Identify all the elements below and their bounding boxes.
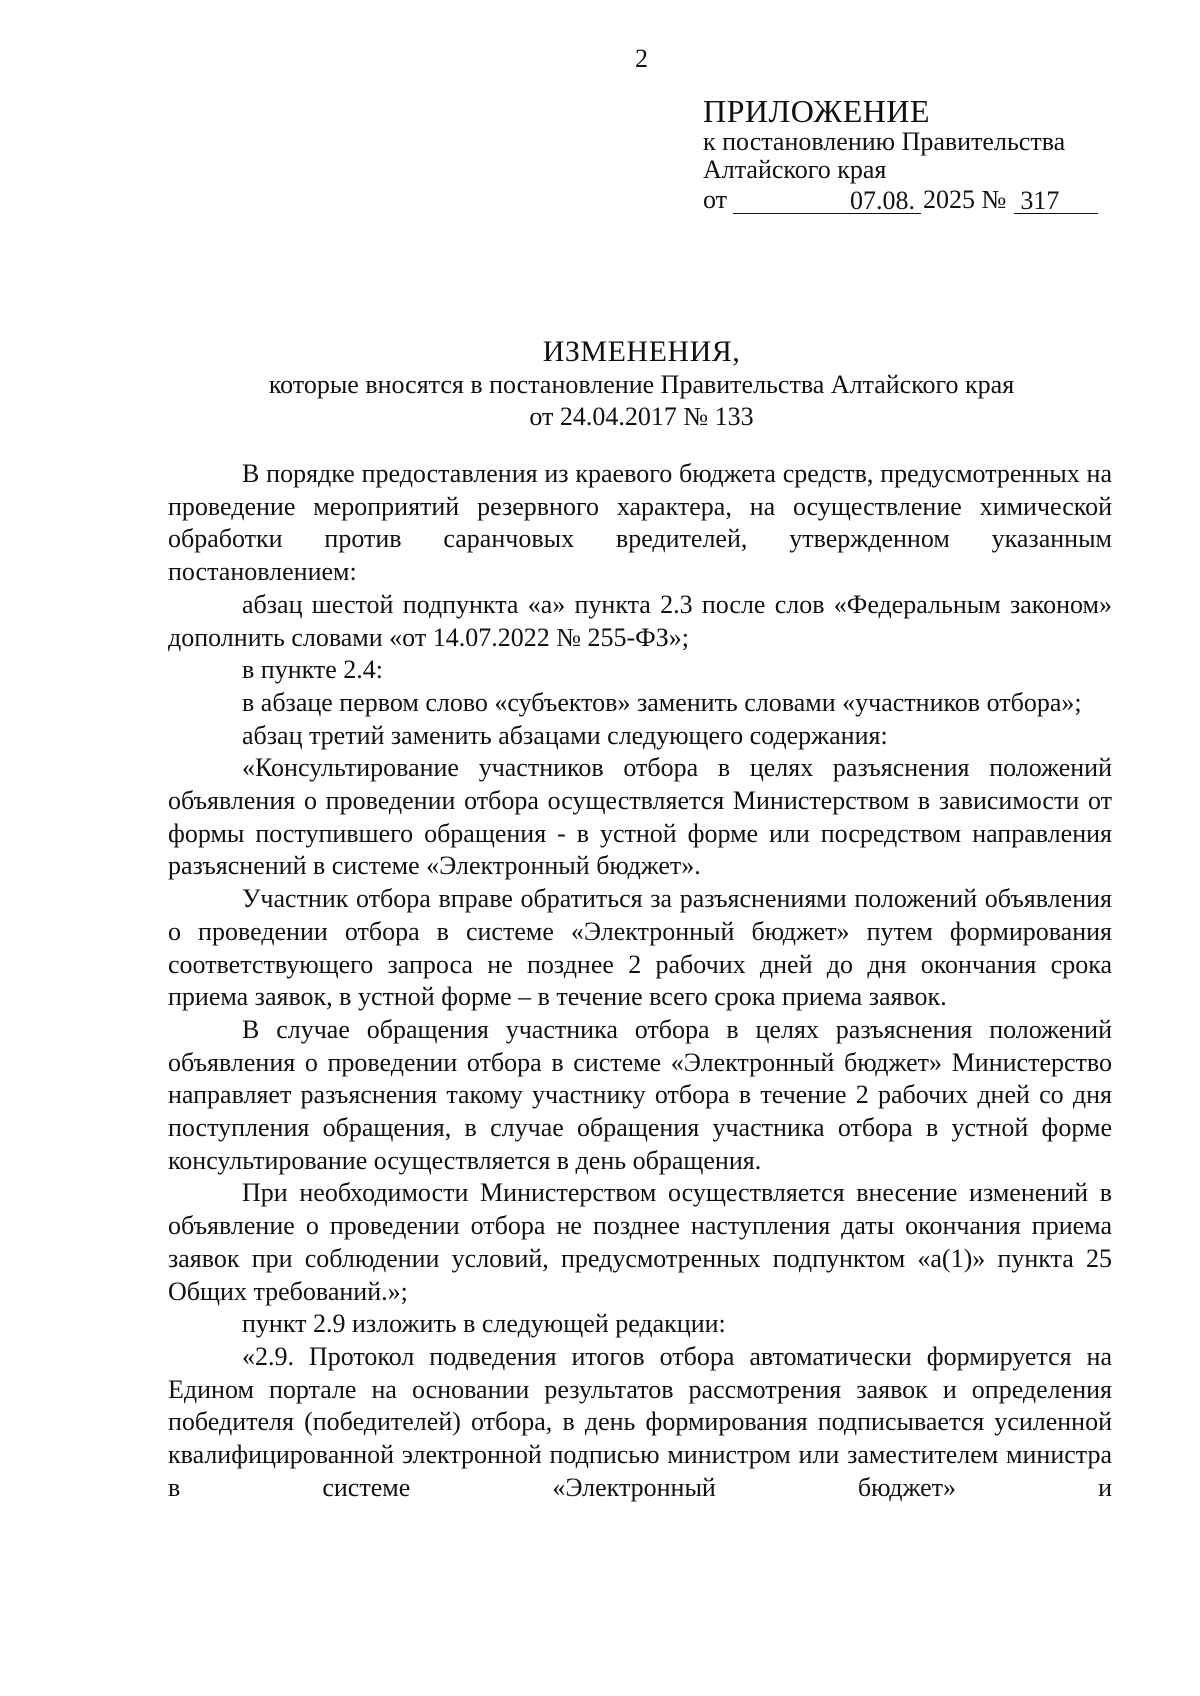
appendix-line-1: к постановлению Правительства — [703, 127, 1066, 156]
paragraph: пункт 2.9 изложить в следующей редакции: — [242, 1309, 726, 1339]
paragraph: «Консультирование участников отбора в целях разъяснения положений объявления о проведении отбора осуществляется Министерством в зависимости от формы поступившего обращения - в устной форме или посредством направления разъяснений в системе «Электронный бюджет». — [168, 753, 1112, 881]
document-heading — [0, 335, 1200, 433]
paragraph: В порядке предоставления из краевого бюджета средств, предусмотренных на проведение мероприятий резервного характера, на осуществление химической обработки против саранчовых вредителей, утвержденном указанным постановлением: — [168, 459, 1112, 587]
appendix-title: ПРИЛОЖЕНИЕ — [703, 93, 931, 129]
heading-subtitle-2: от 24.04.2017 № 133 — [529, 402, 754, 431]
appendix-block — [703, 94, 1123, 214]
paragraph: абзац третий заменить абзацами следующего содержания: — [242, 720, 888, 750]
paragraph: В случае обращения участника отбора в целях разъяснения положений объявления о проведении отбора в системе «Электронный бюджет» Министерство направляет разъяснения такому участнику отбора в течение 2 рабочих дней со дня поступления обращения, в случае обращения участника отбора в устной форме консультирование осуществляется в день обращения. — [168, 1014, 1112, 1175]
paragraph: абзац шестой подпункта «а» пункта 2.3 после слов «Федеральным законом» дополнить словами «от 14.07.2022 № 255-ФЗ»; — [168, 589, 1112, 652]
decree-date: 07.08. — [733, 189, 921, 214]
decree-number: 317 — [1014, 189, 1098, 214]
paragraph: «2.9. Протокол подведения итогов отбора автоматически формируется на Едином портале на основании результатов рассмотрения заявок и определения победителя (победителей) отбора, в день формирования подписывается усиленной квалифицированной электронной подписью министром или заместителем министра в системе «Электронный бюджет» и — [168, 1341, 1112, 1502]
paragraph: в пункте 2.4: — [242, 655, 384, 685]
page-number: 2 — [635, 44, 648, 73]
paragraph: Участник отбора вправе обратиться за разъяснениями положений объявления о проведении отбора в системе «Электронный бюджет» путем формирования соответствующего запроса не позднее 2 рабочих дней до дня окончания срока приема заявок, в устной форме – в течение всего срока приема заявок. — [168, 884, 1112, 1012]
date-prefix: от — [703, 185, 728, 214]
paragraph: При необходимости Министерством осуществляется внесение изменений в объявление о проведении отбора не позднее наступления даты окончания приема заявок при соблюдении условий, предусмотренных подпунктом «а(1)» пункта 25 Общих требований.»; — [168, 1178, 1112, 1306]
appendix-line-2: Алтайского края — [703, 155, 887, 184]
heading-subtitle-1: которые вносятся в постановление Правительства Алтайского края — [268, 370, 1015, 399]
appendix-date-line — [703, 186, 1123, 214]
heading-title: ИЗМЕНЕНИЯ, — [542, 335, 741, 368]
paragraph: в абзаце первом слово «субъектов» заменить словами «участников отбора»; — [242, 687, 1082, 717]
decree-year: 2025 № — [923, 185, 1007, 214]
document-body — [168, 458, 1112, 1505]
